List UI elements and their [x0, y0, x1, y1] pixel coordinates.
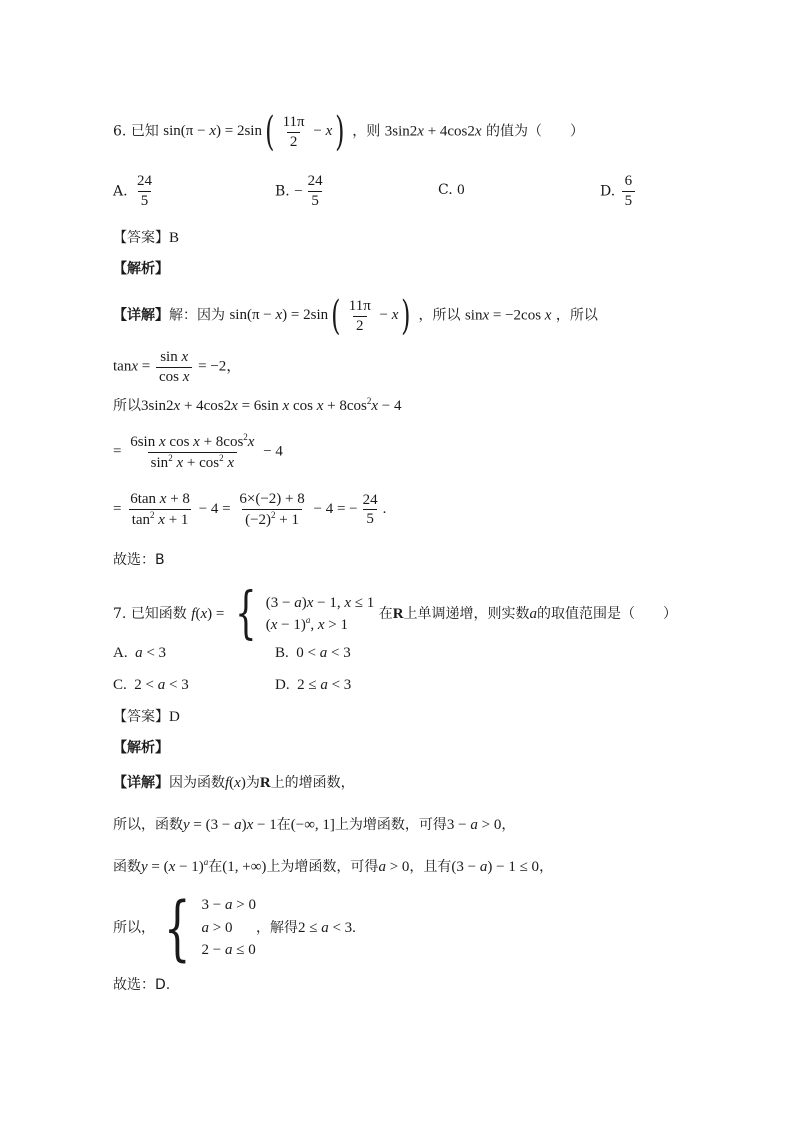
- q7-analysis-label: 【解析】: [113, 740, 169, 756]
- q7-detail-line3: 函数$y = (x - 1)^a$在(1, +∞)上为增函数，可得a > 0，且有(3 − a) − 1 ≤ 0，: [113, 857, 554, 875]
- q6-stem: [113, 109, 585, 155]
- q7-option-d: D. 2 ≤ a < 3: [275, 677, 352, 693]
- q7-choose: 故选：D.: [113, 977, 171, 993]
- q7-answer: 【答案】D: [113, 709, 180, 725]
- q6-option-a: A. $\frac{24}{5}$: [113, 173, 153, 209]
- q6-answer: 【答案】B: [113, 230, 180, 246]
- q7-number: 7.: [113, 606, 127, 622]
- q7-stem: 7. 已知函数 f(x) = { (3 − a)x − 1, x ≤ 1 $(x - 1)^a$, x > 1 在R上单调递增，则实数a的取值范围是（ ）: [113, 581, 678, 646]
- q6-option-d: D. $\frac{6}{5}$: [600, 172, 637, 211]
- q7-option-a: A. a < 3: [113, 645, 167, 661]
- q6-step3: = $\frac{\text{6tan x + 8}}{\tan^2 x + 1}$ − 4 = $\frac{6\times(-2) + 8}{(-2)^2 + 1}$ − 4 = − $\frac{24}{5}$ .: [113, 491, 387, 528]
- q6-stem-formula: sin(π − x) = 2sin( $\frac{11\pi}{2}$ − x): [163, 109, 345, 155]
- q7-option-b: B. 0 < a < 3: [275, 645, 351, 661]
- q6-step1: 所以3sin2x + 4cos2x = 6sin x $\cos x + 8\cos^2x - 4$: [113, 396, 402, 414]
- q6-option-b: B. − $\frac{24}{5}$: [275, 173, 323, 209]
- q7-detail-line4: 所以， { 3 − a > 0 a > 0 2 − a ≤ 0 ，解得2 ≤ a < 3.: [113, 887, 356, 969]
- q6-stem-suffix: 的值为（ ）: [486, 123, 585, 140]
- q6-step2: = $\frac{6\sin x \cos x + 8\cos^2x}{\sin^2 x + \cos^2 x}$ − 4: [113, 432, 283, 471]
- q7-detail-line2: 所以，函数y = (3 − a)x − 1在(−∞, 1]上为增函数，可得3 − a > 0，: [113, 817, 516, 833]
- q6-choose: 故选：B: [113, 552, 165, 568]
- q7-detail-line1: 【详解】因为函数f(x)为R上的增函数，: [113, 775, 355, 791]
- q6-tan-line: tanx = $\frac{\text{sin x}}{\text{cos x}}$ = −2，: [113, 349, 242, 385]
- q6-stem-prefix: 已知: [130, 123, 159, 140]
- q6-stem-mid: ，则: [352, 123, 381, 140]
- q6-number: 6.: [113, 123, 127, 140]
- q6-detail-line1: 【详解】解：因为 sin(π − x) = 2sin( $\frac{11\pi}{2}$ − x) ，所以 sinx = −2cos x ，所以: [113, 293, 598, 339]
- q6-option-c: C. 0: [438, 182, 465, 198]
- q6-stem-expr: 3sin2x + 4cos2x: [384, 123, 482, 140]
- q7-option-c: C. 2 < a < 3: [113, 677, 189, 693]
- q6-analysis-label: 【解析】: [113, 261, 169, 277]
